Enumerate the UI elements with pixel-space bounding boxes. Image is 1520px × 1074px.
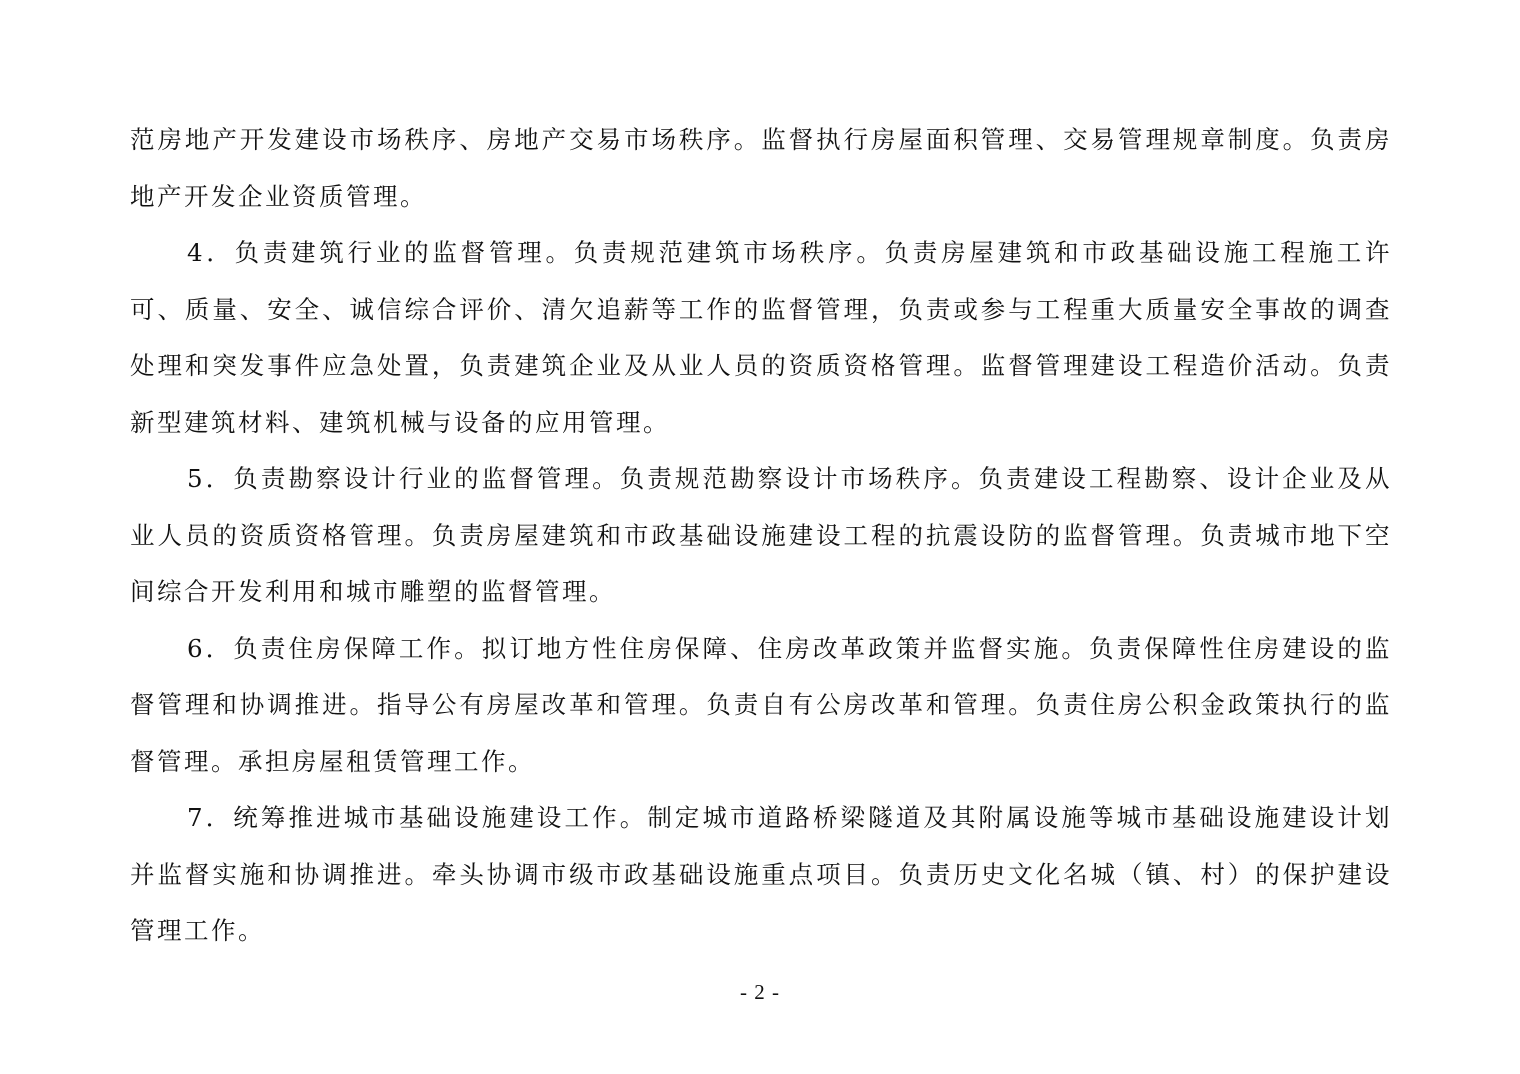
paragraph-item-4: 4．负责建筑行业的监督管理。负责规范建筑市场秩序。负责房屋建筑和市政基础设施工程施工许可、质量、安全、诚信综合评价、清欠追薪等工作的监督管理，负责或参与工程重大质量安全事故的调查处理和突发事件应急处置，负责建筑企业及从业人员的资质资格管理。监督管理建设工程造价活动。负责新型建筑材料、建筑机械与设备的应用管理。 [130,238,1392,437]
paragraph-item-7: 7．统筹推进城市基础设施建设工作。制定城市道路桥梁隧道及其附属设施等城市基础设施建设计划并监督实施和协调推进。牵头协调市级市政基础设施重点项目。负责历史文化名城（镇、村）的保护建设管理工作。 [130,803,1392,945]
document-body [130,112,1392,960]
paragraph-item-6: 6．负责住房保障工作。拟订地方性住房保障、住房改革政策并监督实施。负责保障性住房建设的监督管理和协调推进。指导公有房屋改革和管理。负责自有公房改革和管理。负责住房公积金政策执行的监督管理。承担房屋租赁管理工作。 [130,633,1392,776]
paragraph-item-5: 5．负责勘察设计行业的监督管理。负责规范勘察设计市场秩序。负责建设工程勘察、设计企业及从业人员的资质资格管理。负责房屋建筑和市政基础设施建设工程的抗震设防的监督管理。负责城市地下空间综合开发利用和城市雕塑的监督管理。 [130,464,1392,606]
paragraph-continuation: 范房地产开发建设市场秩序、房地产交易市场秩序。监督执行房屋面积管理、交易管理规章制度。负责房地产开发企业资质管理。 [130,125,1392,211]
page-number: - 2 - [740,980,780,1004]
